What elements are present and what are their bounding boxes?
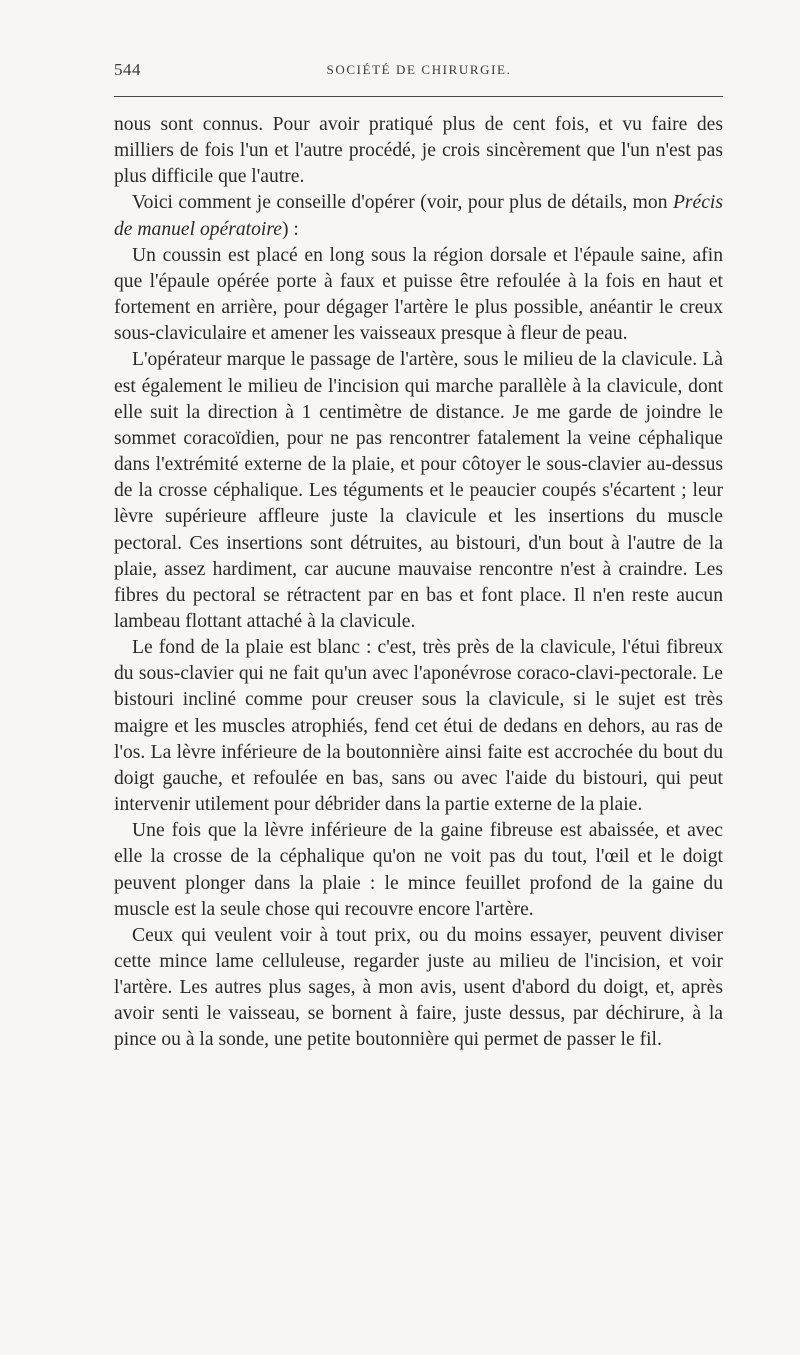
page-number: 544	[114, 60, 141, 79]
running-title: SOCIÉTÉ DE CHIRURGIE.	[326, 62, 512, 77]
running-head	[114, 60, 724, 84]
paragraph-method-intro-after: ) :	[281, 218, 299, 240]
paragraph-lower-lip: Une fois que la lèvre inférieure de la gaine fibreuse est abaissée, et avec elle la crosse de la céphalique qu'on ne voit pas du tout, l'œil et le doigt peuvent plonger dans la plaie : le mince feuillet profond de la gaine du muscle est la seule chose qui recouvre encore l'artère.	[114, 820, 723, 920]
header-rule	[114, 96, 723, 97]
book-title-reference: Précis de manuel opératoire	[114, 192, 723, 240]
body-text	[114, 112, 723, 1054]
paragraph-final: Ceux qui veulent voir à tout prix, ou du moins essayer, peuvent diviser cette mince lame celluleuse, regarder juste au milieu de l'incision, et voir l'artère. Les autres plus sages, à mon avis, usent d'abord du doigt, et, après avoir senti le vaisseau, se bornent à faire, juste dessus, par déchirure, à la pince ou à la sonde, une petite boutonnière qui permet de passer le fil.	[114, 924, 723, 1051]
paragraph-method-intro	[114, 190, 723, 242]
paragraph-positioning: Un coussin est placé en long sous la région dorsale et l'épaule saine, afin que l'épaule opérée porte à faux et puisse être refoulée à la fois en haut et fortement en arrière, pour dégager l'artère le plus possible, anéantir le creux sous-claviculaire et amener les vaisseaux presque à fleur de peau.	[114, 244, 723, 345]
paragraph-continuation: nous sont connus. Pour avoir pratiqué plus de cent fois, et vu faire des milliers de fois l'un et l'autre procédé, je crois sincèrement que l'un n'est pas plus difficile que l'autre.	[114, 114, 723, 188]
paragraph-wound-floor: Le fond de la plaie est blanc : c'est, très près de la clavicule, l'étui fibreux du sous-clavier qui ne fait qu'un avec l'aponévrose coraco-clavi-pectorale. Le bistouri incliné comme pour creuser sous la clavicule, si le sujet est très maigre et les muscles atrophiés, fend cet étui de dedans en dehors, au ras de l'os. La lèvre inférieure de la boutonnière ainsi faite est accrochée du bout du doigt gauche, et refoulée en bas, sans ou avec l'aide du bistouri, qui peut intervenir utilement pour débrider dans la partie externe de la plaie.	[114, 637, 723, 816]
paragraph-method-intro-before: Voici comment je conseille d'opérer (voir, pour plus de détails, mon	[132, 192, 673, 214]
paragraph-incision: L'opérateur marque le passage de l'artère, sous le milieu de la clavicule. Là est également le milieu de l'incision qui marche parallèle à la clavicule, dont elle suit la direction à 1 centimètre de distance. Je me garde de joindre le sommet coracoïdien, pour ne pas rencontrer fatalement la veine céphalique dans l'extrémité externe de la plaie, et pour côtoyer le sous-clavier au-dessus de la crosse céphalique. Les téguments et le peaucier coupés s'écartent ; leur lèvre supérieure affleure juste la clavicule et les insertions du muscle pectoral. Ces insertions sont détruites, au bistouri, d'un bout à l'autre de la plaie, assez hardiment, car aucune mauvaise rencontre n'est à craindre. Les fibres du pectoral se rétractent par en bas et font place. Il n'en reste aucun lambeau flottant attaché à la clavicule.	[114, 349, 723, 632]
